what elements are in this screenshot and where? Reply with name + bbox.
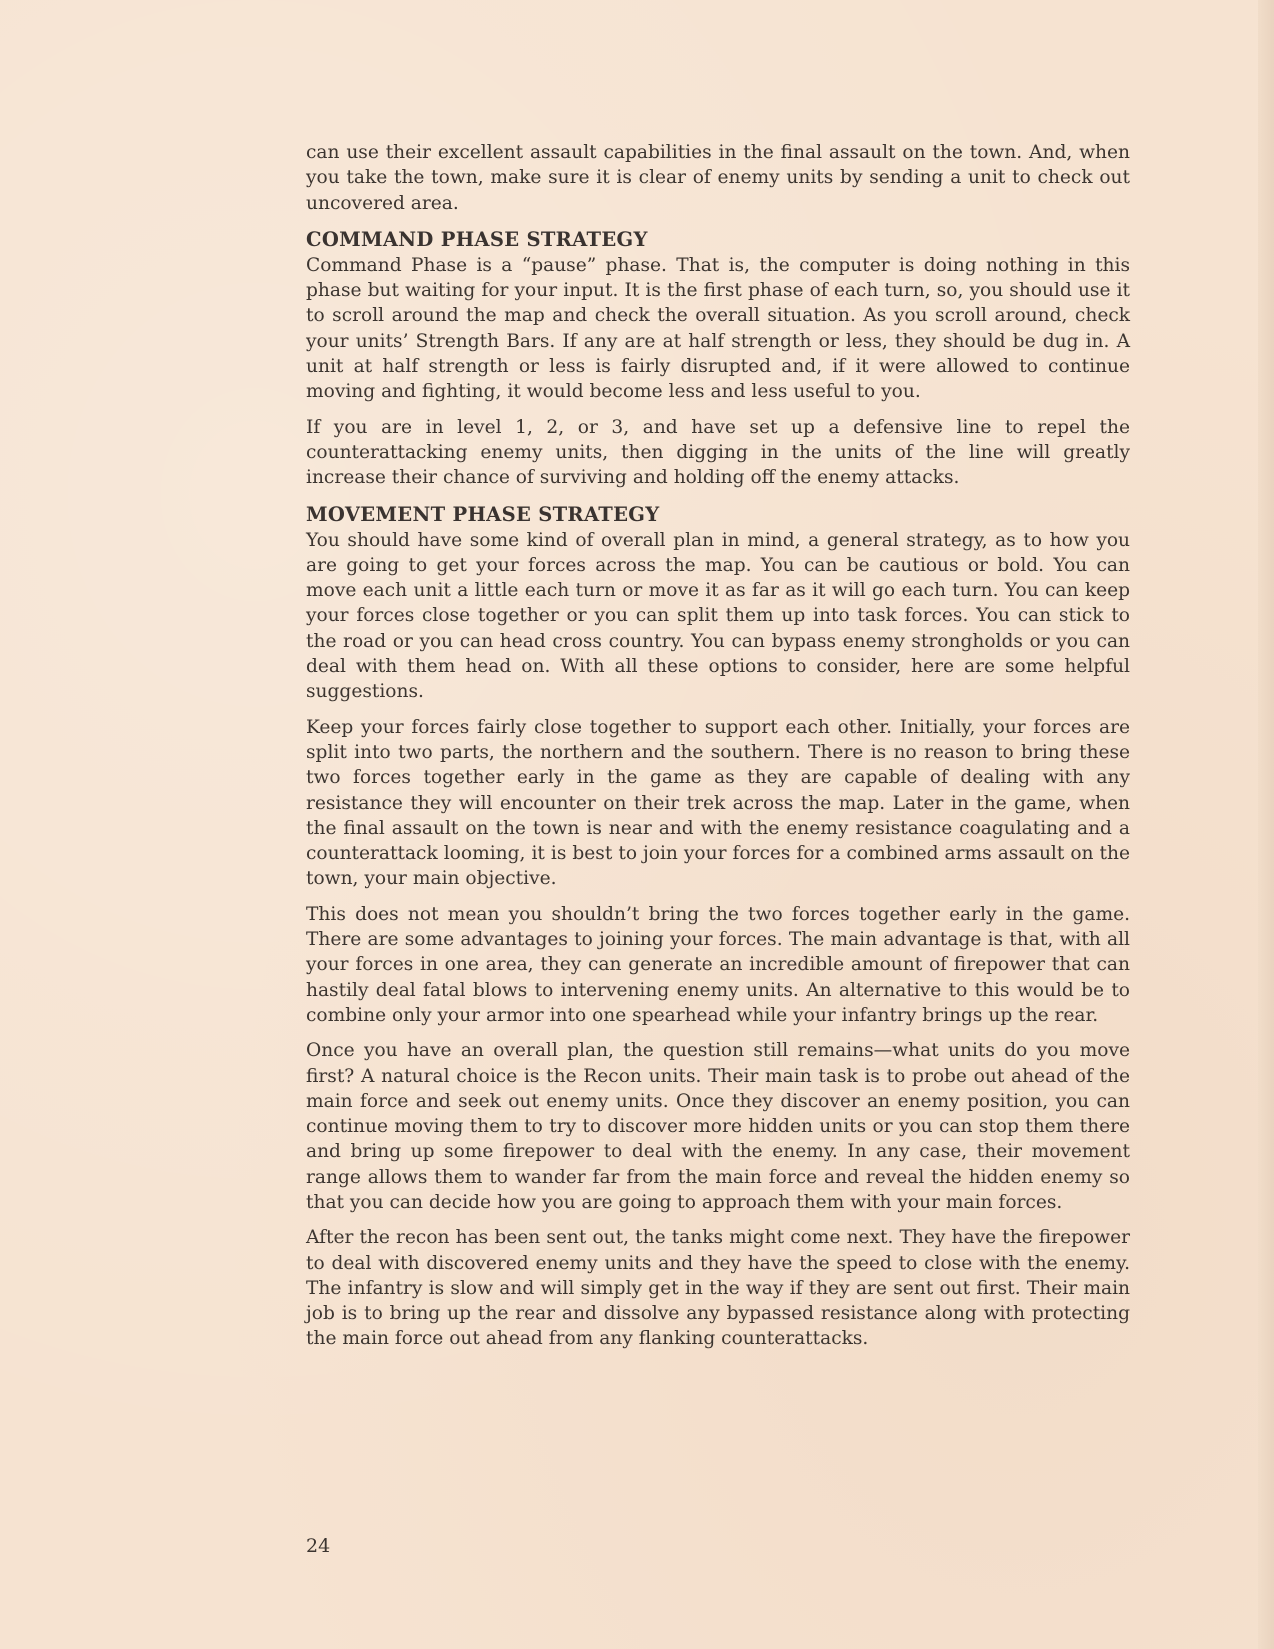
movement-phase-paragraph-3: This does not mean you shouldn’t bring the two forces together early in the game. There are some advantages to joining your forces. The main advantage is that, with all your forces in one area, they can generate an incredible amount of firepower that can hastily deal fatal blows to intervening enemy units. An alternative to this would be to combine only your armor into one spearhead while your infantry brings up the rear. <box>306 903 1130 1026</box>
intro-paragraph: can use their excellent assault capabilities in the final assault on the town. And, when you take the town, make sure it is clear of enemy units by sending a unit to check out uncovered area. <box>306 142 1130 214</box>
command-phase-heading: COMMAND PHASE STRATEGY <box>306 227 648 251</box>
movement-phase-paragraph-2: Keep your forces fairly close together to support each other. Initially, your forces are split into two parts, the northern and the southern. There is no reason to bring these two forces together early in the game as they are capable of dealing with any resistance they will encounter on their trek across the map. Later in the game, when the final assault on the town is near and with the enemy resistance coagulating and a counterattack looming, it is best to join your forces for a combined arms assault on the town, your main objective. <box>306 716 1130 890</box>
page-edge <box>1258 0 1274 1649</box>
movement-phase-heading: MOVEMENT PHASE STRATEGY <box>306 502 660 526</box>
command-phase-paragraph-1: Command Phase is a “pause” phase. That is, the computer is doing nothing in this phase but waiting for your input. It is the first phase of each turn, so, you should use it to scroll around the map and check the overall situation. As you scroll around, check your units’ Strength Bars. If any are at half strength or less, they should be dug in. A unit at half strength or less is fairly disrupted and, if it were allowed to continue moving and fighting, it would become less and less useful to you. <box>306 254 1130 403</box>
movement-phase-paragraph-5: After the recon has been sent out, the tanks might come next. They have the firepower to deal with discovered enemy units and they have the speed to close with the enemy. The infantry is slow and will simply get in the way if they are sent out first. Their main job is to bring up the rear and dissolve any bypassed resistance along with protecting the main force out ahead from any flanking counterattacks. <box>306 1227 1130 1350</box>
movement-phase-paragraph-4: Once you have an overall plan, the question still remains—what units do you move first? A natural choice is the Recon units. Their main task is to probe out ahead of the main force and seek out enemy units. Once they discover an enemy position, you can continue moving them to try to discover more hidden units or you can stop them there and bring up some firepower to deal with the enemy. In any case, their movement range allows them to wander far from the main force and reveal the hidden enemy so that you can decide how you are going to approach them with your main forces. <box>306 1040 1130 1213</box>
page-content <box>306 140 1130 1362</box>
command-phase-paragraph-2: If you are in level 1, 2, or 3, and have set up a defensive line to repel the counterattacking enemy units, then digging in the units of the line will greatly increase their chance of surviving and holding off the enemy attacks. <box>306 416 1130 489</box>
page-number: 24 <box>306 1535 331 1557</box>
movement-phase-paragraph-1: You should have some kind of overall plan in mind, a general strategy, as to how you are going to get your forces across the map. You can be cautious or bold. You can move each unit a little each turn or move it as far as it will go each turn. You can keep your forces close together or you can split them up into task forces. You can stick to the road or you can head cross country. You can bypass enemy strongholds or you can deal with them head on. With all these options to consider, here are some helpful suggestions. <box>306 529 1130 703</box>
